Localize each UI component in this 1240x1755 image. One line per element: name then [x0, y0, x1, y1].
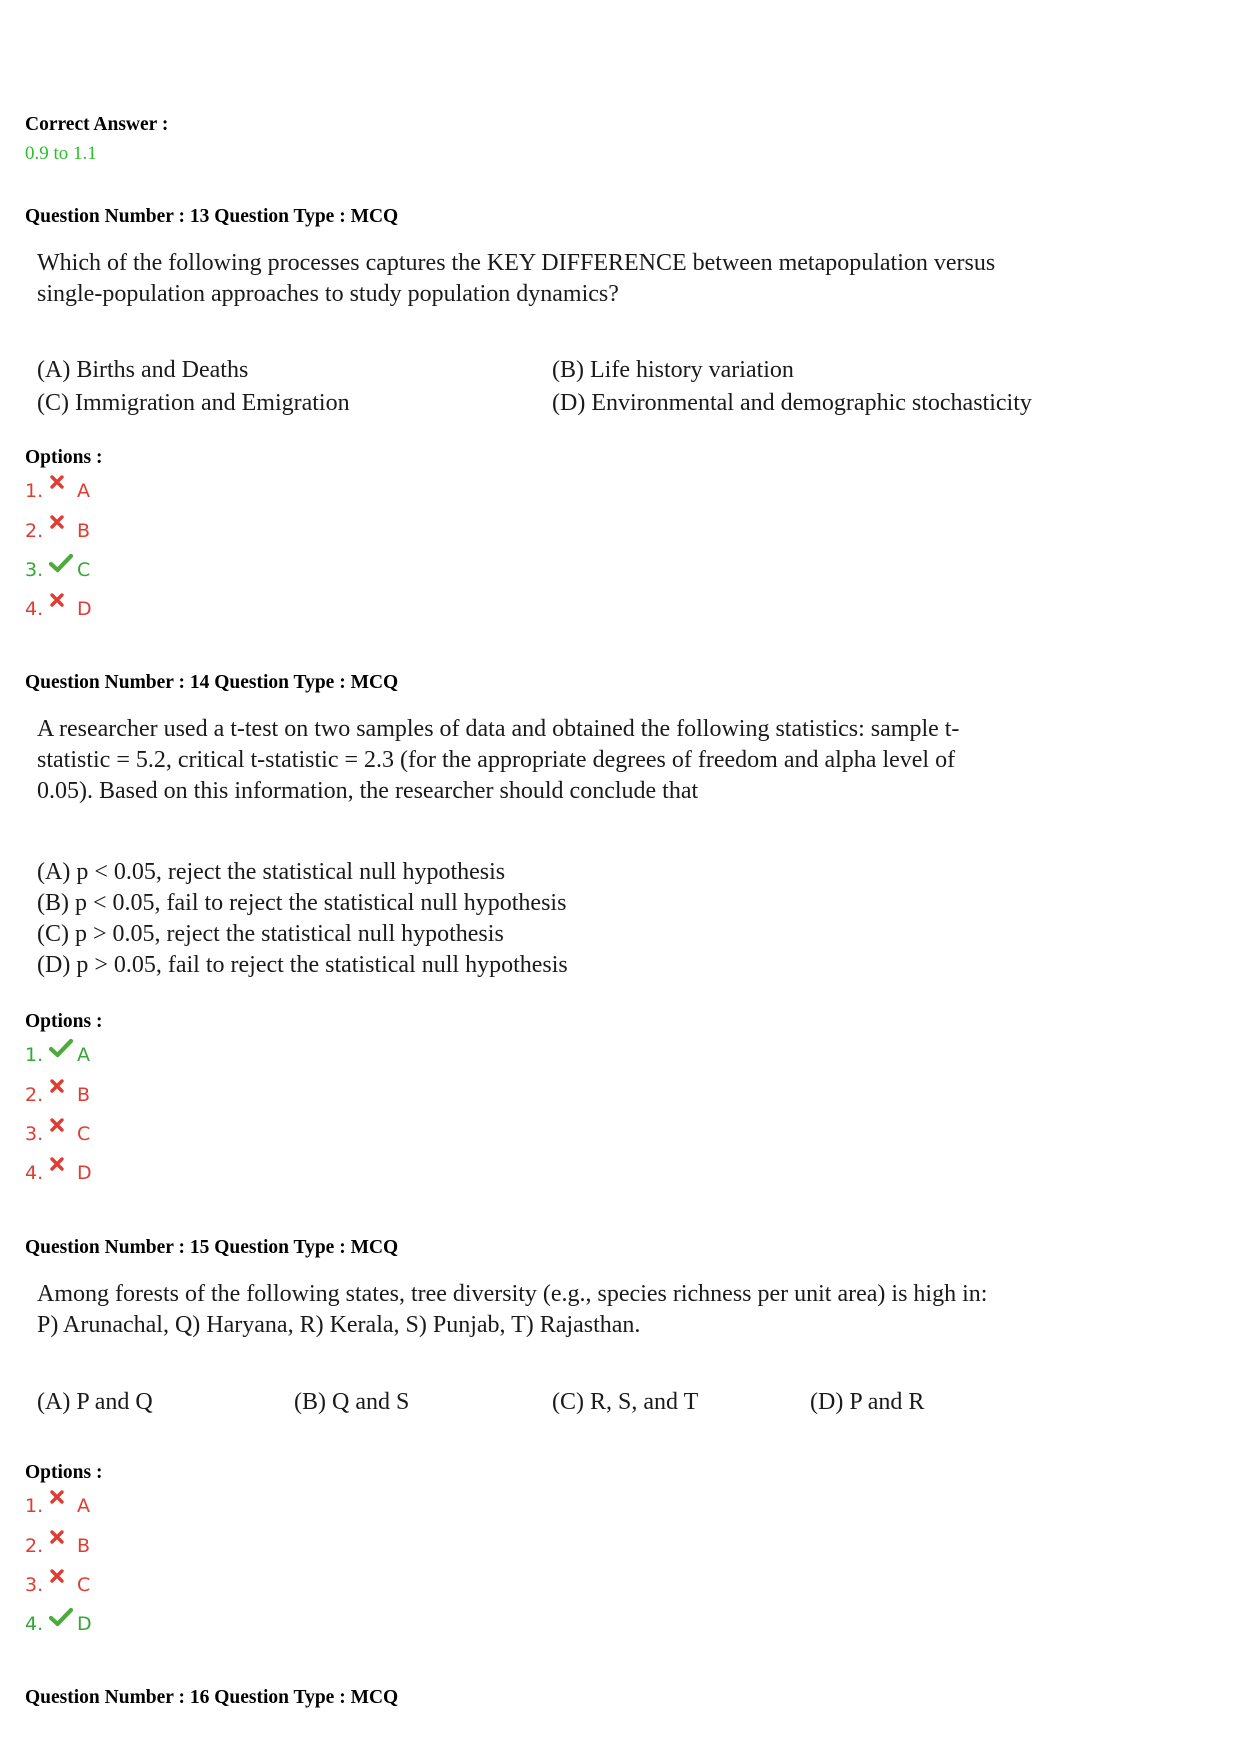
- option-letter: D: [77, 1162, 92, 1184]
- choice-c: (C) R, S, and T: [552, 1389, 699, 1415]
- question-text-line: P) Arunachal, Q) Haryana, R) Kerala, S) Punjab, T) Rajasthan.: [37, 1312, 641, 1338]
- choice-d: (D) p > 0.05, fail to reject the statistical null hypothesis: [37, 952, 568, 978]
- option-row[interactable]: [25, 1158, 92, 1188]
- option-letter: D: [77, 598, 92, 620]
- options-label: Options :: [25, 1462, 103, 1483]
- question-header: Question Number : 14 Question Type : MCQ: [25, 672, 399, 693]
- option-row[interactable]: [25, 1570, 90, 1600]
- option-number: 3.: [25, 559, 44, 581]
- option-number: 1.: [25, 1044, 44, 1066]
- cross-icon: [49, 1489, 77, 1513]
- option-number: 1.: [25, 1495, 44, 1517]
- cross-icon: [49, 1078, 77, 1102]
- check-icon: [49, 1607, 77, 1631]
- option-row[interactable]: [25, 1491, 90, 1521]
- choice-b: (B) Life history variation: [552, 357, 794, 383]
- question-text-line: statistic = 5.2, critical t-statistic = 2.3 (for the appropriate degrees of freedom and alpha level of: [37, 747, 956, 773]
- choice-d: (D) Environmental and demographic stochasticity: [552, 390, 1032, 416]
- option-letter: C: [77, 1574, 91, 1596]
- cross-icon: [49, 1156, 77, 1180]
- option-number: 4.: [25, 1613, 44, 1635]
- question-header: Question Number : 16 Question Type : MCQ: [25, 1687, 399, 1708]
- option-number: 1.: [25, 480, 44, 502]
- check-icon: [49, 1038, 77, 1062]
- option-letter: A: [77, 1044, 90, 1066]
- option-row[interactable]: [25, 516, 90, 546]
- option-number: 2.: [25, 520, 44, 542]
- choice-c: (C) p > 0.05, reject the statistical null hypothesis: [37, 921, 504, 947]
- options-label: Options :: [25, 447, 103, 468]
- correct-answer-label: Correct Answer :: [25, 114, 169, 135]
- option-row[interactable]: [25, 1531, 90, 1561]
- choice-c: (C) Immigration and Emigration: [37, 390, 350, 416]
- choice-a: (A) p < 0.05, reject the statistical null hypothesis: [37, 859, 506, 885]
- cross-icon: [49, 514, 77, 538]
- question-text-line: 0.05). Based on this information, the researcher should conclude that: [37, 778, 699, 804]
- options-label: Options :: [25, 1011, 103, 1032]
- option-letter: B: [77, 1535, 91, 1557]
- option-row[interactable]: [25, 1609, 92, 1639]
- question-text-line: Which of the following processes captures the KEY DIFFERENCE between metapopulation versus: [37, 250, 996, 276]
- choice-b: (B) Q and S: [294, 1389, 410, 1415]
- option-row[interactable]: [25, 555, 90, 585]
- choice-a: (A) Births and Deaths: [37, 357, 249, 383]
- option-letter: A: [77, 1495, 90, 1517]
- choice-d: (D) P and R: [810, 1389, 925, 1415]
- option-row[interactable]: [25, 1119, 90, 1149]
- cross-icon: [49, 1529, 77, 1553]
- choice-b: (B) p < 0.05, fail to reject the statistical null hypothesis: [37, 890, 567, 916]
- option-letter: C: [77, 559, 91, 581]
- cross-icon: [49, 1568, 77, 1592]
- option-number: 4.: [25, 1162, 44, 1184]
- question-header: Question Number : 15 Question Type : MCQ: [25, 1237, 399, 1258]
- option-letter: C: [77, 1123, 91, 1145]
- cross-icon: [49, 474, 77, 498]
- question-text-line: single-population approaches to study population dynamics?: [37, 281, 619, 307]
- option-number: 2.: [25, 1535, 44, 1557]
- choice-a: (A) P and Q: [37, 1389, 153, 1415]
- question-text-line: Among forests of the following states, tree diversity (e.g., species richness per unit area) is high in:: [37, 1281, 988, 1307]
- check-icon: [49, 553, 77, 577]
- option-letter: D: [77, 1613, 92, 1635]
- option-number: 3.: [25, 1123, 44, 1145]
- question-header: Question Number : 13 Question Type : MCQ: [25, 206, 399, 227]
- option-row[interactable]: [25, 1040, 90, 1070]
- option-row[interactable]: [25, 476, 90, 506]
- question-text: [37, 1279, 987, 1341]
- option-number: 3.: [25, 1574, 44, 1596]
- option-letter: B: [77, 520, 91, 542]
- option-row[interactable]: [25, 1080, 90, 1110]
- option-number: 2.: [25, 1084, 44, 1106]
- option-number: 4.: [25, 598, 44, 620]
- question-text-line: A researcher used a t-test on two samples of data and obtained the following statistics: sample t-: [37, 716, 960, 742]
- question-text: [37, 248, 995, 310]
- cross-icon: [49, 1117, 77, 1141]
- option-letter: B: [77, 1084, 91, 1106]
- choice-list: [37, 857, 568, 981]
- cross-icon: [49, 592, 77, 616]
- option-row[interactable]: [25, 594, 92, 624]
- option-letter: A: [77, 480, 90, 502]
- correct-answer-value: 0.9 to 1.1: [25, 143, 97, 164]
- question-text: [37, 714, 959, 807]
